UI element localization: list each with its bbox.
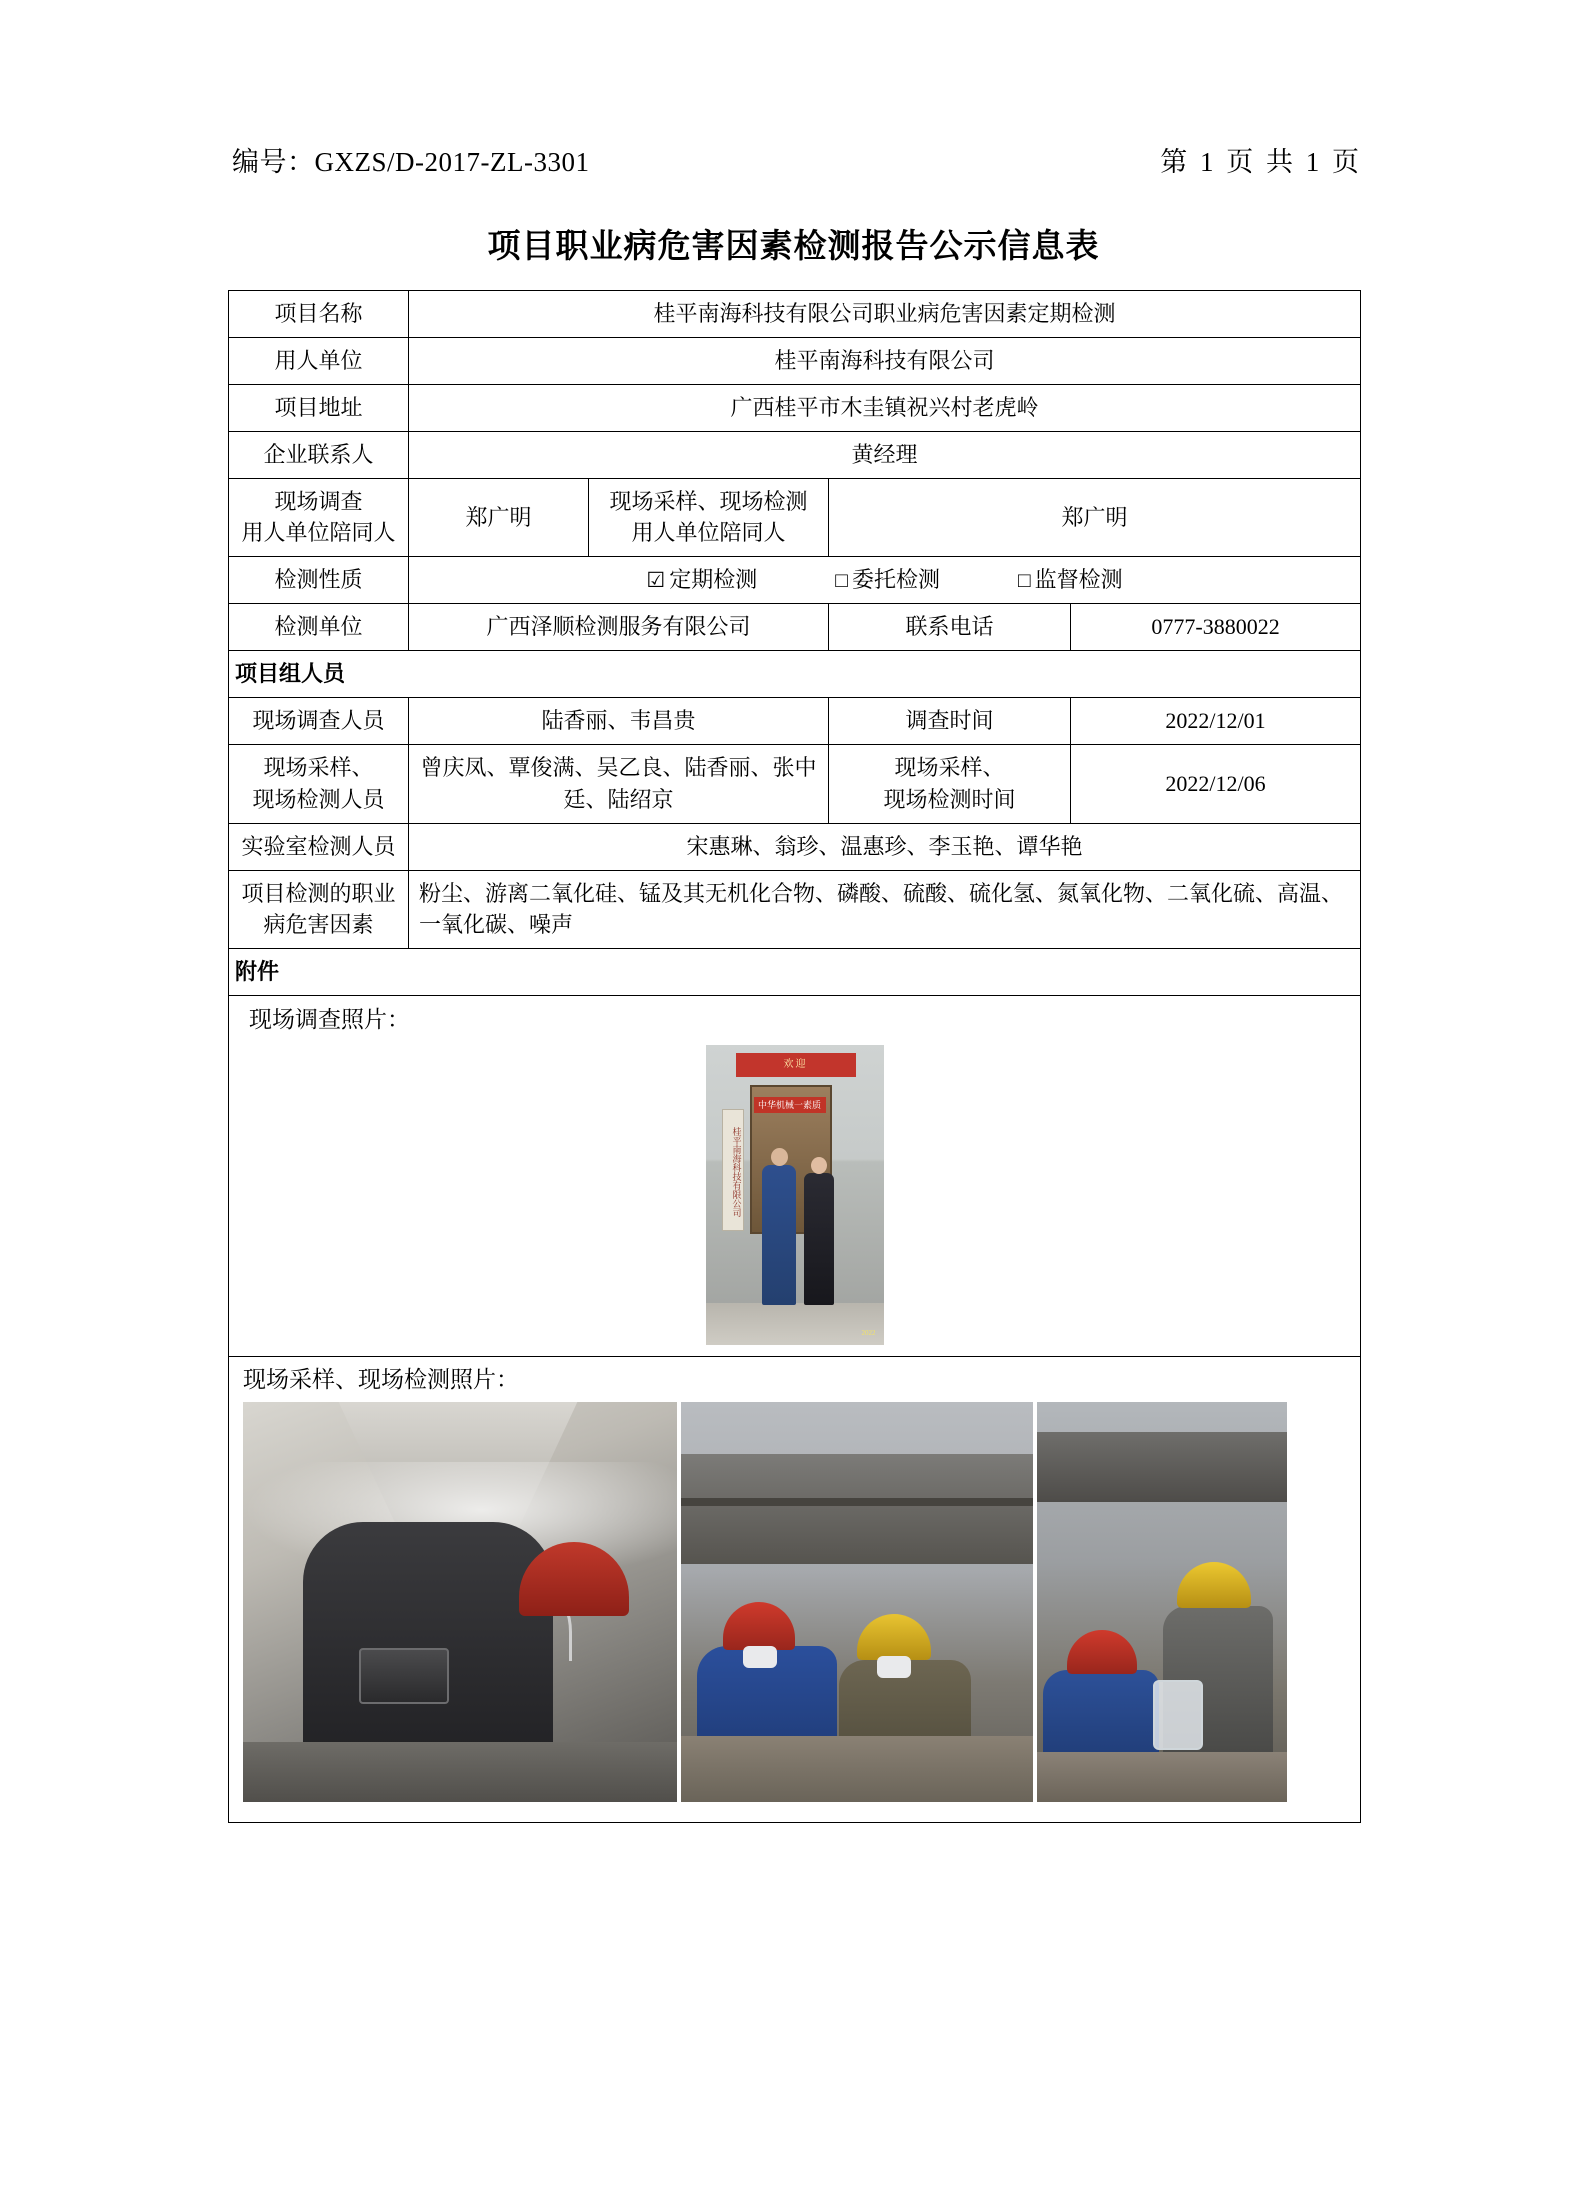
table-row-survey-photo	[229, 996, 1361, 1356]
company-sign: 桂平南海科技有限公司	[722, 1109, 744, 1231]
table-row-testing-unit	[229, 604, 1361, 651]
address-label: 项目地址	[229, 384, 409, 431]
page-indicator: 第 1 页 共 1 页	[1160, 147, 1362, 177]
sampling-photo-1	[243, 1402, 677, 1802]
table-row-hazards	[229, 870, 1361, 949]
survey-accompany-label-line1: 现场调查	[274, 488, 363, 514]
sampling-photo-3	[1037, 1402, 1287, 1802]
report-table	[228, 290, 1361, 1823]
workshop-roof	[1037, 1432, 1287, 1502]
survey-time-label: 调查时间	[829, 698, 1071, 745]
sampling-time-value: 2022/12/06	[1071, 744, 1361, 823]
table-row-accompany	[229, 478, 1361, 557]
survey-photo-label: 现场调查照片：	[249, 1007, 410, 1033]
phone-value: 0777-3880022	[1071, 604, 1361, 651]
document-header	[232, 140, 1362, 179]
nature-option-periodic-label: 定期检测	[669, 567, 758, 593]
table-row-employer	[229, 337, 1361, 384]
sampling-time-label-line1: 现场采样、	[894, 754, 1005, 780]
survey-photo-cell	[229, 996, 1361, 1356]
team-section-label: 项目组人员	[229, 651, 1361, 698]
face-mask-1	[743, 1646, 777, 1668]
testing-unit-value: 广西泽顺检测服务有限公司	[409, 604, 829, 651]
survey-staff-label: 现场调查人员	[229, 698, 409, 745]
lab-staff-label: 实验室检测人员	[229, 823, 409, 870]
face-mask-2	[877, 1656, 911, 1678]
lab-staff-value: 宋惠琳、翁珍、温惠珍、李玉艳、谭华艳	[409, 823, 1361, 870]
red-helmet	[1067, 1630, 1137, 1674]
address-value: 广西桂平市木圭镇祝兴村老虎岭	[409, 384, 1361, 431]
sampling-accompany-label-line1: 现场采样、现场检测	[609, 488, 808, 514]
survey-photo-image	[706, 1045, 884, 1345]
sampling-staff-label	[229, 744, 409, 823]
checkbox-empty-icon[interactable]: □	[835, 568, 848, 593]
sampling-accompany-value: 郑广明	[829, 478, 1361, 557]
project-name-value: 桂平南海科技有限公司职业病危害因素定期检测	[409, 291, 1361, 338]
sampling-photo-cell	[229, 1356, 1361, 1822]
sampling-accompany-label-line2: 用人单位陪同人	[631, 520, 786, 546]
yellow-helmet	[1177, 1562, 1251, 1608]
checkbox-empty-icon-2[interactable]: □	[1017, 568, 1031, 593]
testing-unit-label: 检测单位	[229, 604, 409, 651]
sampling-pump	[359, 1648, 449, 1704]
table-row-contact	[229, 431, 1361, 478]
nature-option-periodic[interactable]	[646, 564, 757, 596]
survey-time-value: 2022/12/01	[1071, 698, 1361, 745]
attachment-label: 附件	[229, 949, 1361, 996]
table-row-project-name	[229, 291, 1361, 338]
table-row-attachment-section	[229, 949, 1361, 996]
yard-ground	[1037, 1752, 1287, 1802]
project-name-label: 项目名称	[229, 291, 409, 338]
ground	[706, 1303, 884, 1345]
hazards-label-line1: 项目检测的职业	[241, 880, 396, 906]
sampling-time-label	[829, 744, 1071, 823]
nature-option-supervisory[interactable]	[1018, 564, 1123, 596]
wall-slogan: 中华机械一素质	[754, 1097, 826, 1113]
sampling-staff-label-line2: 现场检测人员	[252, 786, 385, 812]
sampling-photo-2	[681, 1402, 1033, 1802]
nature-option-entrusted[interactable]	[835, 564, 940, 596]
red-helmet	[723, 1602, 795, 1650]
checkbox-checked-icon[interactable]: ☑	[646, 568, 666, 593]
sampling-photo-label: 现场采样、现场检测照片：	[243, 1366, 519, 1392]
contact-value: 黄经理	[409, 431, 1361, 478]
sampling-bottle	[1153, 1680, 1203, 1750]
factory-shed	[681, 1454, 1033, 1564]
survey-accompany-label	[229, 478, 409, 557]
nature-label: 检测性质	[229, 557, 409, 604]
hazards-label	[229, 870, 409, 949]
photo-timestamp: 2022	[861, 1329, 876, 1338]
hazards-label-line2: 病危害因素	[263, 912, 374, 938]
nature-option-entrusted-label: 委托检测	[851, 567, 940, 593]
employer-label: 用人单位	[229, 337, 409, 384]
person-in-blue-uniform	[762, 1165, 796, 1305]
document-number: 编号：GXZS/D-2017-ZL-3301	[232, 147, 590, 177]
hazards-value: 粉尘、游离二氧化硅、锰及其无机化合物、磷酸、硫酸、硫化氢、氮氧化物、二氧化硫、高温、一氧化碳、噪声	[409, 870, 1361, 949]
table-row-lab-staff	[229, 823, 1361, 870]
yard-ground	[681, 1736, 1033, 1802]
phone-label: 联系电话	[829, 604, 1071, 651]
contact-label: 企业联系人	[229, 431, 409, 478]
sampling-accompany-label	[589, 478, 829, 557]
table-row-survey-staff	[229, 698, 1361, 745]
employer-value: 桂平南海科技有限公司	[409, 337, 1361, 384]
survey-accompany-value: 郑广明	[409, 478, 589, 557]
table-row-nature	[229, 557, 1361, 604]
person-in-dark-jacket	[804, 1173, 834, 1305]
table-row-sampling-photos	[229, 1356, 1361, 1822]
sampling-staff-label-line1: 现场采样、	[263, 754, 374, 780]
page-title: 项目职业病危害因素检测报告公示信息表	[487, 229, 1100, 265]
nature-option-supervisory-label: 监督检测	[1034, 567, 1123, 593]
yellow-helmet	[857, 1614, 931, 1660]
table-row-address	[229, 384, 1361, 431]
sampling-time-label-line2: 现场检测时间	[883, 786, 1016, 812]
nature-options	[409, 557, 1361, 604]
survey-staff-value: 陆香丽、韦昌贵	[409, 698, 829, 745]
steel-beam	[681, 1498, 1033, 1506]
welcome-banner: 欢迎	[736, 1053, 856, 1077]
table-row-team-section	[229, 651, 1361, 698]
factory-floor	[243, 1742, 677, 1802]
sampling-staff-value: 曾庆凤、覃俊满、吴乙良、陆香丽、张中廷、陆绍京	[409, 744, 829, 823]
table-row-sampling-staff	[229, 744, 1361, 823]
survey-accompany-label-line2: 用人单位陪同人	[241, 520, 396, 546]
